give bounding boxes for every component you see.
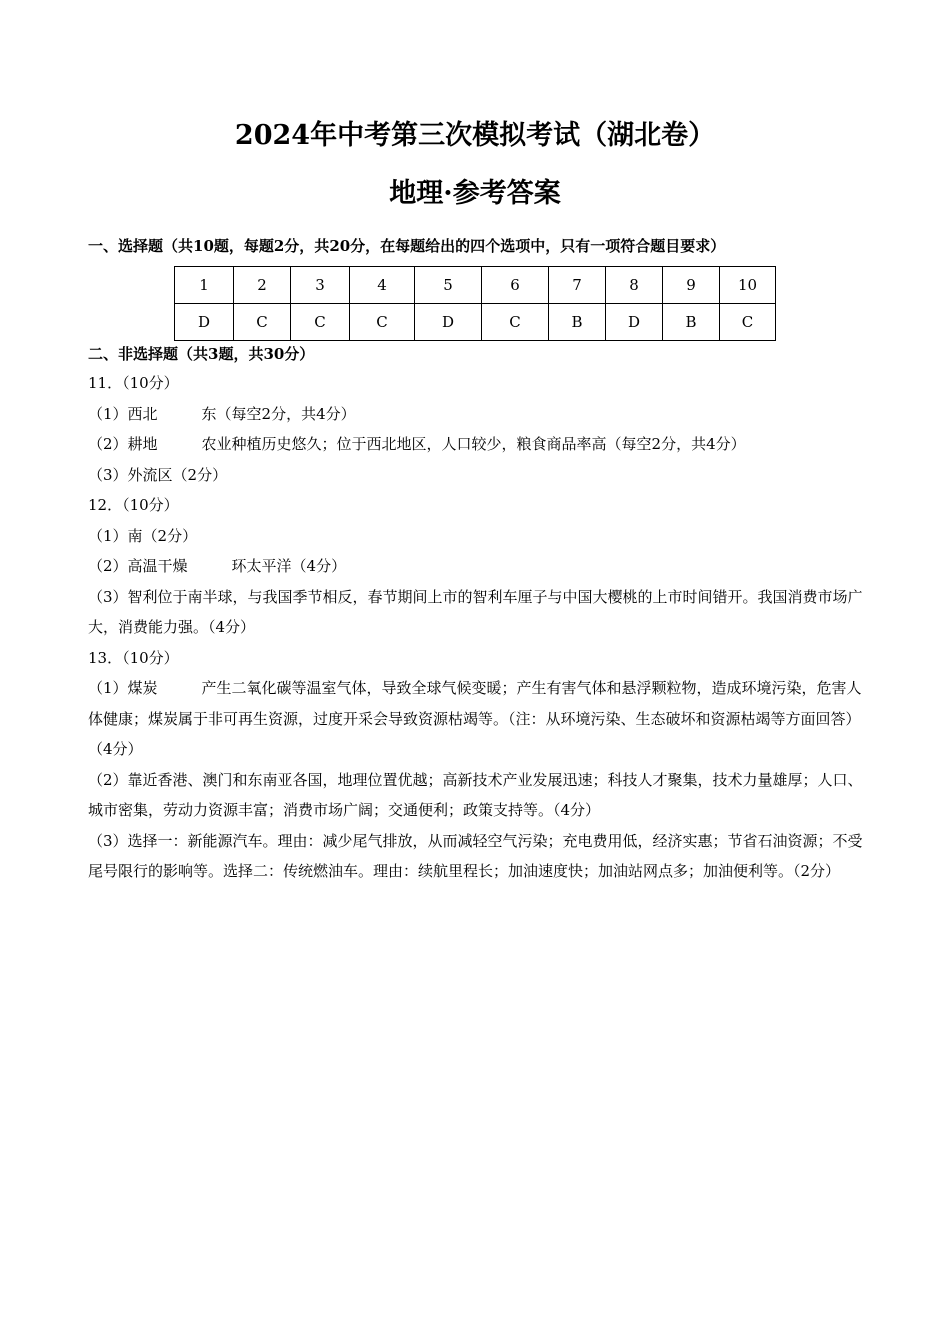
answer-cell: C	[291, 304, 350, 341]
q12-part3: （3）智利位于南半球，与我国季节相反，春节期间上市的智利车厘子与中国大樱桃的上市时间错开。我国消费市场广大，消费能力强。（4分）	[88, 587, 863, 636]
q11-part2-answer-a: （2）耕地	[88, 435, 158, 453]
q11-part2-answer-b: 农业种植历史悠久；位于西北地区，人口较少，粮食商品率高（每空2分，共4分）	[201, 435, 746, 453]
q11-part1	[88, 399, 864, 430]
q13-part3: （3）选择一：新能源汽车。理由：减少尾气排放，从而减轻空气污染；充电费用低，经济实惠；节省石油资源；不受尾号限行的影响等。选择二：传统燃油车。理由：续航里程长；加油速度快；加油站网点多；加油便利等。（2分）	[88, 831, 863, 880]
question-number-cell: 6	[482, 267, 549, 304]
q11-part1-answer-a: （1）西北	[88, 404, 158, 423]
answer-cell: C	[482, 304, 549, 341]
q13-part1-answer-b: 产生二氧化碳等温室气体，导致全球气候变暖；产生有害气体和悬浮颗粒物，造成环境污染，危害人体健康；煤炭属于非可再生资源，过度开采会导致资源枯竭等。（注：从环境污染、生态破坏和资源枯竭等方面回答）（4分）	[88, 679, 862, 758]
answer-table	[174, 266, 776, 341]
answer-cell: B	[549, 304, 606, 341]
question-number-cell: 9	[663, 267, 720, 304]
q12-part2-answer-b: 环太平洋（4分）	[231, 557, 347, 575]
question-number-cell: 5	[415, 267, 482, 304]
answer-cell: D	[175, 304, 234, 341]
q11-part2	[88, 429, 864, 460]
q13-part1	[88, 673, 864, 765]
q11-part3: （3）外流区（2分）	[88, 465, 228, 484]
answer-row	[175, 304, 776, 341]
section1-heading: 一、选择题（共10题，每题2分，共20分，在每题给出的四个选项中，只有一项符合题目要求）	[88, 237, 726, 255]
q12-part2	[88, 551, 864, 582]
q11-title: 11．（10分）	[88, 374, 179, 392]
question-number-cell: 4	[350, 267, 415, 304]
question-number-cell: 8	[606, 267, 663, 304]
q13-part1-answer-a: （1）煤炭	[88, 679, 158, 697]
q13-title: 13．（10分）	[88, 648, 179, 667]
q12-title: 12．（10分）	[88, 496, 179, 514]
q13-part2: （2）靠近香港、澳门和东南亚各国，地理位置优越；高新技术产业发展迅速；科技人才聚集，技术力量雄厚；人口、城市密集，劳动力资源丰富；消费市场广阔；交通便利；政策支持等。（4分）	[88, 770, 863, 819]
question-number-cell: 3	[291, 267, 350, 304]
page-subtitle: 地理·参考答案	[389, 178, 561, 209]
answer-cell: D	[606, 304, 663, 341]
answer-cell: C	[720, 304, 776, 341]
answer-content	[88, 368, 864, 887]
question-number-cell: 10	[720, 267, 776, 304]
question-number-cell: 7	[549, 267, 606, 304]
question-number-row	[175, 267, 776, 304]
q11-part1-answer-b: 东（每空2分，共4分）	[201, 404, 356, 423]
q12-part2-answer-a: （2）高温干燥	[88, 557, 188, 575]
answer-cell: C	[350, 304, 415, 341]
question-number-cell: 1	[175, 267, 234, 304]
answer-cell: C	[234, 304, 291, 341]
q12-part1: （1）南（2分）	[88, 526, 198, 545]
page-title: 2024年中考第三次模拟考试（湖北卷）	[234, 120, 716, 151]
answer-cell: B	[663, 304, 720, 341]
answer-cell: D	[415, 304, 482, 341]
question-number-cell: 2	[234, 267, 291, 304]
section2-heading: 二、非选择题（共3题，共30分）	[88, 345, 315, 363]
